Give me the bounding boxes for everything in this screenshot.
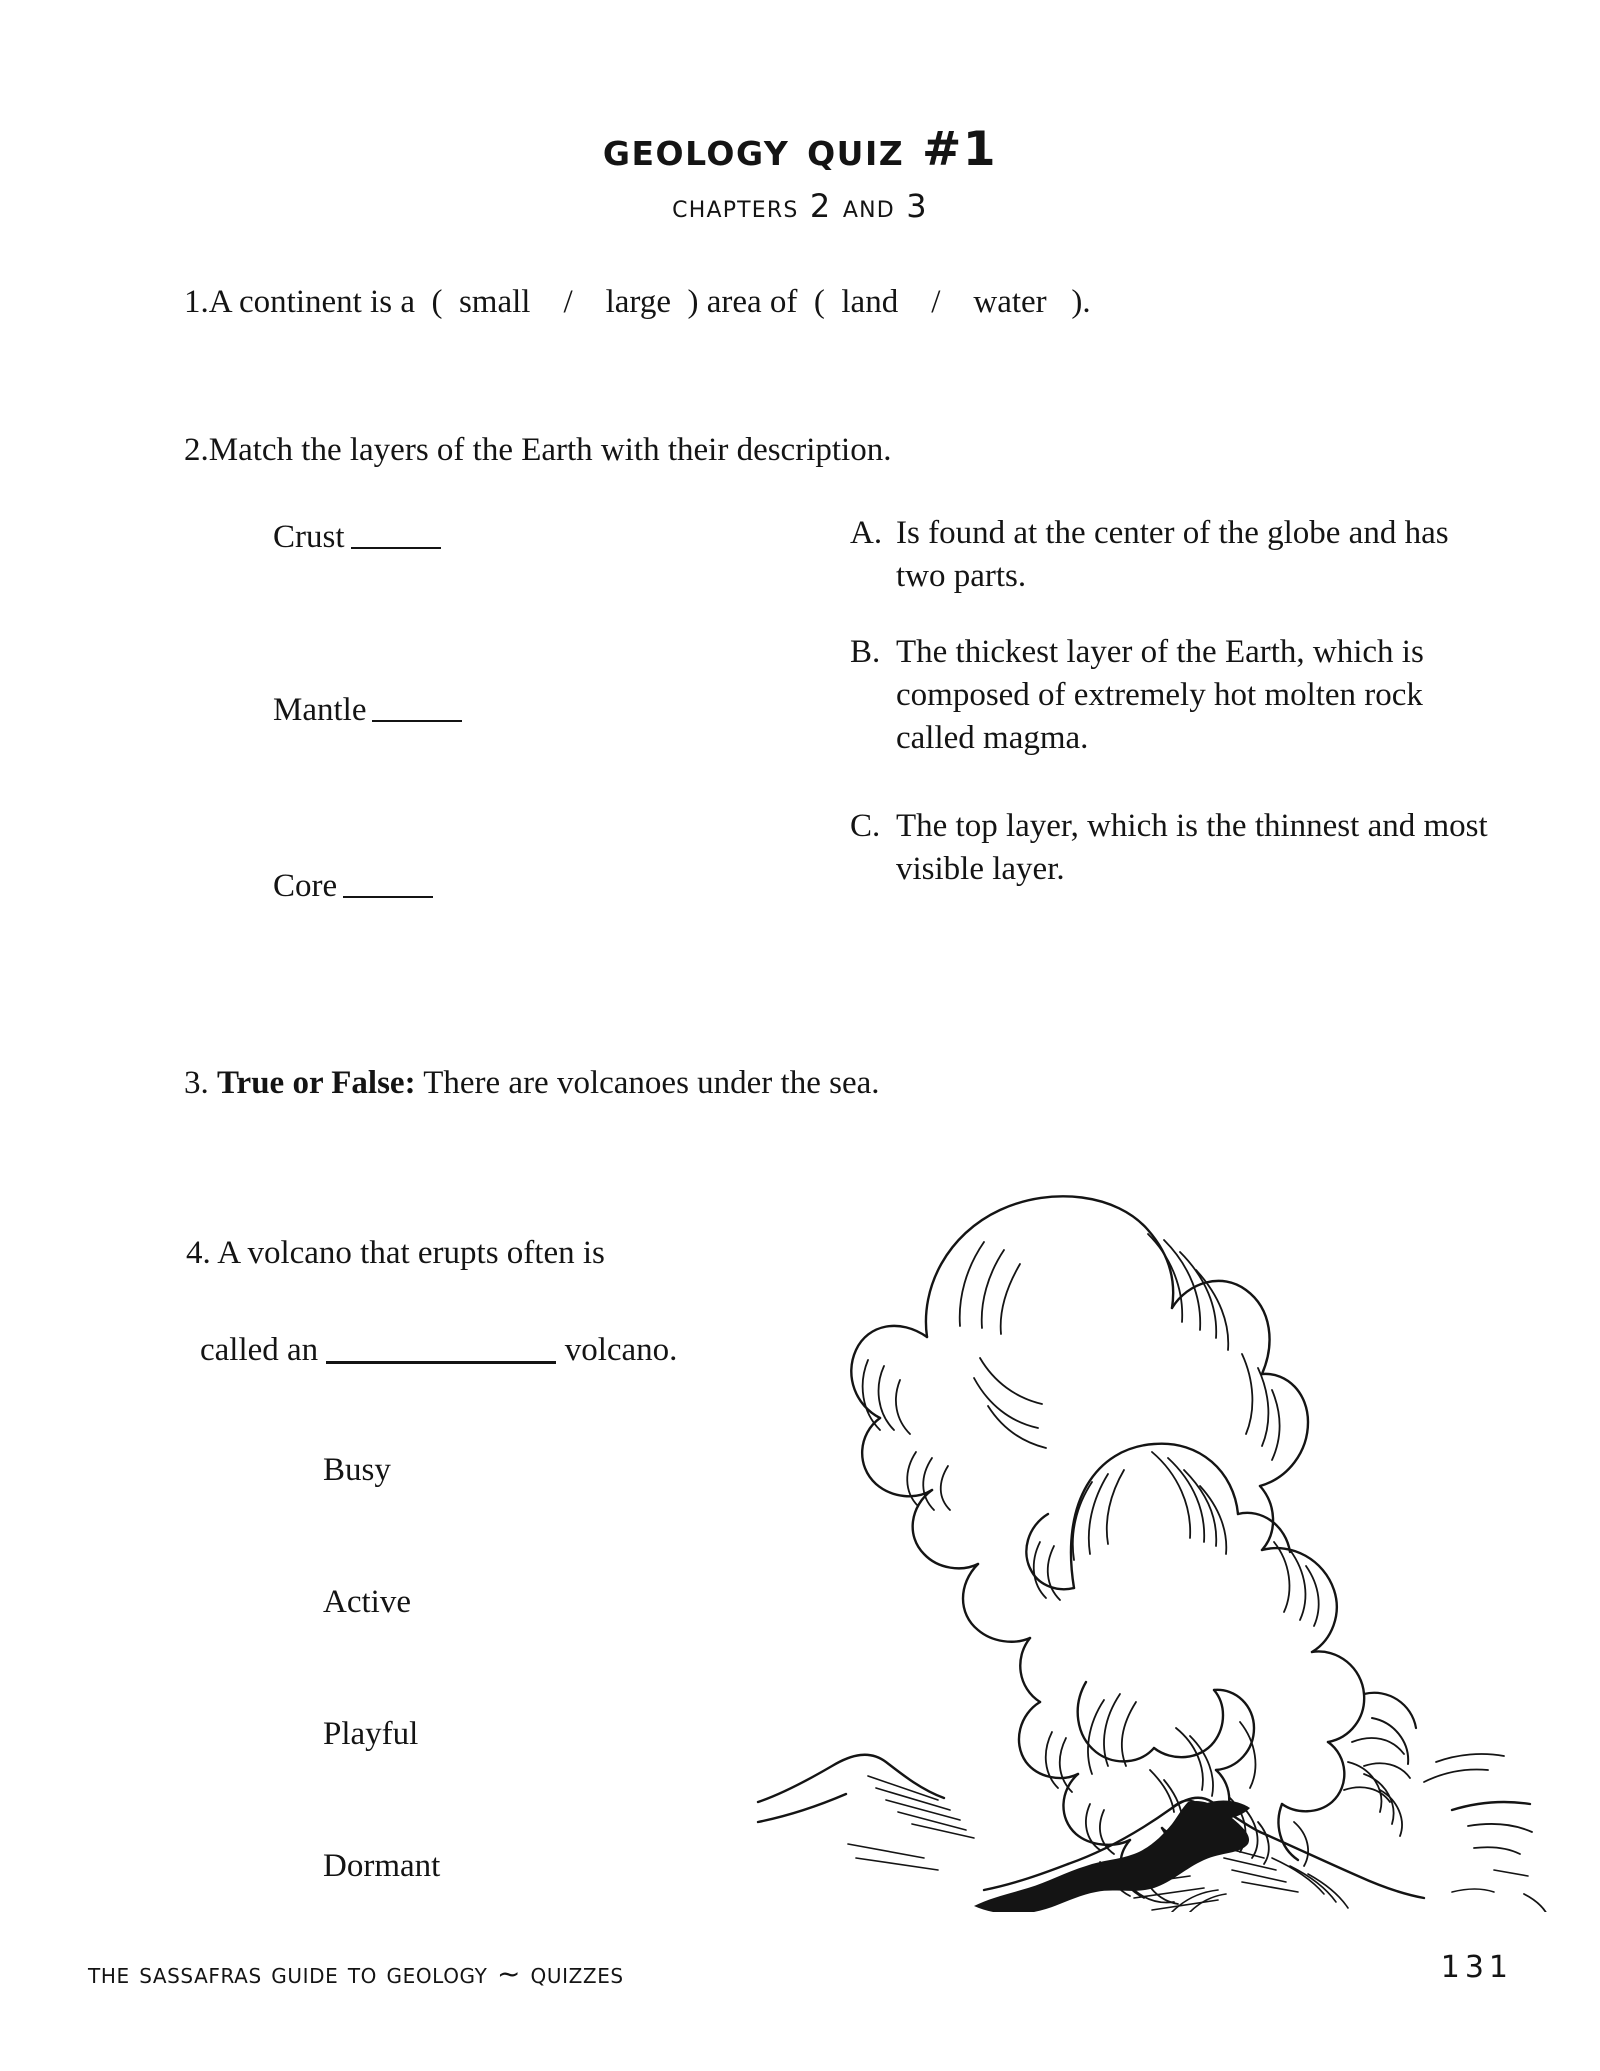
match-item-crust [273, 519, 441, 556]
match-item-mantle-label: Mantle [273, 692, 367, 728]
question-3-text: There are volcanoes under the sea. [415, 1065, 880, 1101]
question-4-line-2 [200, 1329, 677, 1371]
question-2-text: Match the layers of the Earth with their description. [208, 432, 892, 468]
footer-page-number: 131 [1440, 1950, 1513, 1985]
question-4-text-line-1: A volcano that erupts often is [217, 1235, 605, 1271]
match-item-core-label: Core [273, 868, 338, 904]
match-description-a [850, 512, 1490, 598]
question-1 [184, 281, 1091, 323]
question-1-text: A continent is a ( small / large ) area of ( land / water ). [208, 284, 1091, 320]
match-item-mantle [273, 692, 462, 729]
match-description-b [850, 631, 1490, 760]
question-4-answer-blank[interactable] [326, 1361, 556, 1364]
question-4-text-after-blank: volcano. [556, 1332, 678, 1368]
choice-dormant[interactable]: Dormant [323, 1848, 441, 1884]
question-3-number: 3. [184, 1065, 209, 1101]
match-description-b-text: The thickest layer of the Earth, which is composed of extremely hot molten rock called magma. [896, 634, 1424, 756]
choice-active[interactable]: Active [323, 1584, 411, 1620]
question-1-number: 1. [184, 284, 209, 320]
question-4-text-before-blank: called an [200, 1332, 327, 1368]
choice-playful[interactable]: Playful [323, 1716, 419, 1752]
match-answer-blank-mantle[interactable] [372, 720, 462, 722]
match-description-c [850, 805, 1490, 891]
question-3 [184, 1062, 880, 1104]
question-2 [184, 429, 891, 471]
match-item-core [273, 868, 433, 905]
match-description-a-text: Is found at the center of the globe and has two parts. [896, 515, 1449, 594]
page-subtitle: chapters 2 and 3 [672, 187, 928, 225]
match-item-crust-label: Crust [273, 519, 345, 555]
match-answer-blank-core[interactable] [343, 896, 433, 898]
question-4-number: 4. [186, 1235, 211, 1271]
erupting-volcano-illustration [752, 1122, 1582, 1912]
choice-busy[interactable]: Busy [323, 1452, 391, 1488]
match-answer-blank-crust[interactable] [351, 547, 441, 549]
match-description-c-text: The top layer, which is the thinnest and most visible layer. [896, 808, 1488, 887]
page-title: geology quiz #1 [602, 122, 998, 177]
match-description-b-letter: B. [850, 634, 881, 670]
match-description-a-letter: A. [850, 515, 883, 551]
question-4-line-1 [186, 1232, 605, 1274]
question-3-prompt: True or False: [217, 1065, 416, 1101]
footer-book-title: the sassafras guide to geology ~ quizzes [88, 1957, 624, 1990]
question-2-number: 2. [184, 432, 209, 468]
match-description-c-letter: C. [850, 808, 881, 844]
